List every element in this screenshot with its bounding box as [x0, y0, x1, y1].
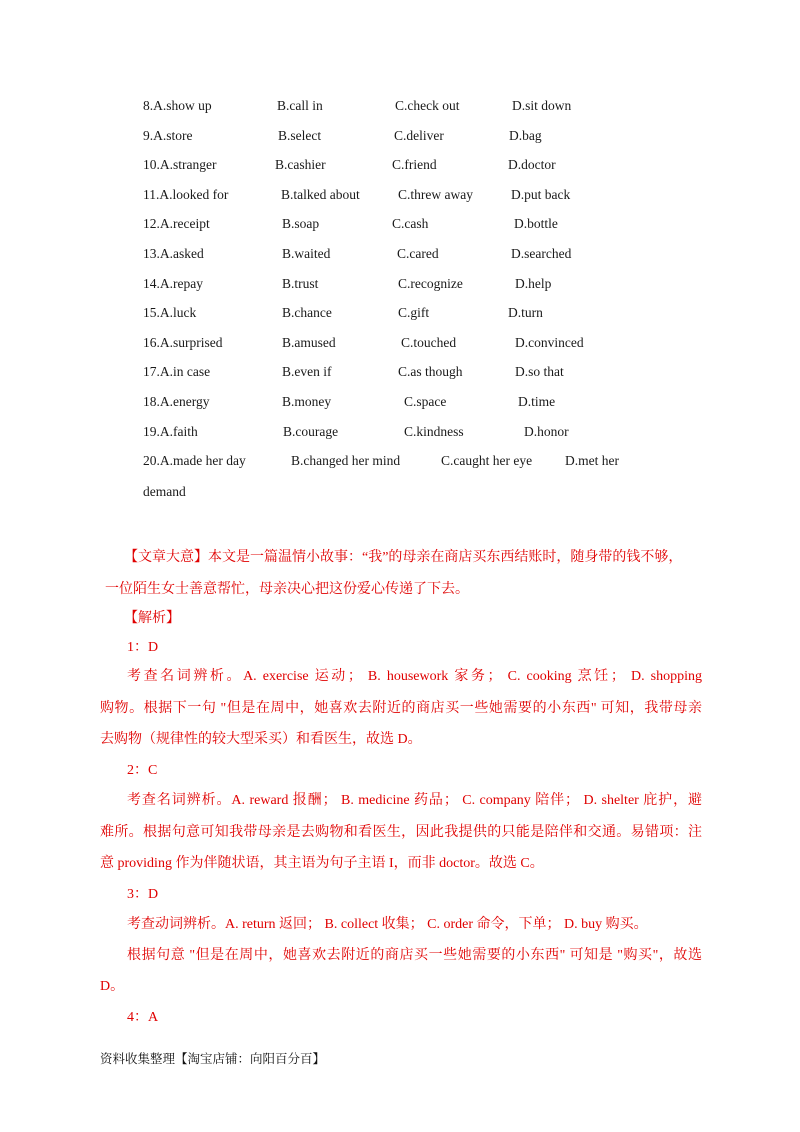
- option-b: B.cashier: [275, 157, 326, 173]
- option-c: C.cared: [397, 246, 439, 261]
- option-row: [0, 424, 800, 446]
- option-d: D.doctor: [508, 157, 556, 173]
- summary-line-1: 【文章大意】本文是一篇温情小故事：“我”的母亲在商店买东西结账时，随身带的钱不够，: [124, 550, 683, 565]
- page-footer: 资料收集整理【淘宝店铺：向阳百分百】: [100, 1052, 326, 1066]
- option-d: D.time: [518, 394, 556, 409]
- option-b: B.even if: [282, 364, 332, 380]
- option-c: C.caught her eye: [441, 453, 533, 469]
- analysis-heading: 【解析】: [124, 611, 180, 626]
- option-d: D.met her: [565, 453, 619, 469]
- answer-3-line-2: 根据句意 "但是在周中，她喜欢去附近的商店买一些她需要的小东西" 可知是 "购买"，故选: [127, 948, 702, 963]
- option-a: 10.A.stranger: [143, 157, 217, 173]
- option-a: 17.A.in case: [143, 364, 211, 380]
- answer-1-label: 1：D: [127, 640, 159, 655]
- option-c: C.space: [404, 394, 447, 409]
- option-b: B.waited: [282, 246, 331, 261]
- option-row: [0, 305, 800, 327]
- option-a: 16.A.surprised: [143, 334, 223, 350]
- option-row: [0, 335, 800, 357]
- option-c: C.cash: [392, 216, 429, 232]
- answer-2-line-1: 考查名词辨析。A. reward 报酬； B. medicine 药品； C. company 陪伴； D. shelter 庇护，避: [127, 793, 702, 808]
- option-c: C.threw away: [398, 186, 473, 202]
- option-c: C.friend: [392, 157, 437, 173]
- option-row: [0, 394, 800, 416]
- answer-1-line-1: 考查名词辨析。A. exercise 运动； B. housework 家务； C. cooking 烹饪； D. shopping: [127, 669, 702, 684]
- option-d: D.help: [515, 275, 552, 291]
- option-row: [0, 453, 800, 475]
- option-a: 20.A.made her day: [143, 453, 246, 469]
- option-b: B.soap: [282, 216, 320, 232]
- option-c: C.recognize: [398, 275, 463, 291]
- option-c: C.deliver: [394, 127, 444, 143]
- option-row: [0, 246, 800, 268]
- option-a: 14.A.repay: [143, 275, 203, 291]
- answer-1-line-2: 购物。根据下一句 "但是在周中，她喜欢去附近的商店买一些她需要的小东西" 可知，我带母亲: [100, 701, 702, 716]
- option-a: 15.A.luck: [143, 305, 197, 321]
- answer-2-line-3: 意 providing 作为伴随状语，其主语为句子主语 I，而非 doctor。故选 C。: [100, 856, 544, 871]
- option-b: B.talked about: [281, 186, 360, 202]
- option-c: C.check out: [395, 98, 460, 113]
- option-d: D.sit down: [512, 98, 572, 113]
- answer-2-label: 2：C: [127, 763, 158, 778]
- option-c: C.as though: [398, 364, 463, 380]
- answer-2-line-2: 难所。根据句意可知我带母亲是去购物和看医生，因此我提供的只能是陪伴和交通。易错项：注: [100, 825, 702, 840]
- option-b: B.chance: [282, 305, 332, 321]
- answer-3-line-1: 考查动词辨析。A. return 返回； B. collect 收集； C. order 命令，下单； D. buy 购买。: [127, 917, 648, 932]
- option-a: 12.A.receipt: [143, 216, 210, 232]
- option-d: D.bag: [509, 127, 542, 143]
- option-d: D.bottle: [514, 216, 558, 232]
- option-d: D.honor: [524, 423, 569, 439]
- option-b: B.select: [278, 127, 322, 143]
- option-row: [0, 98, 800, 120]
- option-b: B.money: [282, 394, 332, 409]
- option-d: D.so that: [515, 364, 564, 380]
- option-c: C.touched: [401, 334, 457, 350]
- option-a: 11.A.looked for: [143, 186, 229, 202]
- option-c: C.kindness: [404, 423, 464, 439]
- option-d: D.turn: [508, 305, 543, 321]
- option-row: [0, 157, 800, 179]
- answer-3-label: 3：D: [127, 887, 159, 902]
- option-d: D.put back: [511, 186, 571, 202]
- option-row: [0, 128, 800, 150]
- answer-3-line-3: D。: [100, 979, 125, 994]
- option-a: 18.A.energy: [143, 394, 210, 409]
- option-c: C.gift: [398, 305, 430, 321]
- option-a: 8.A.show up: [143, 98, 212, 113]
- option-b: B.changed her mind: [291, 453, 401, 469]
- option-b: B.call in: [277, 98, 323, 113]
- option-d: D.searched: [511, 246, 572, 261]
- option-a: 13.A.asked: [143, 246, 204, 261]
- option-row: [0, 364, 800, 386]
- option-b: B.amused: [282, 334, 336, 350]
- answer-1-line-3: 去购物（规律性的较大型采买）和看医生，故选 D。: [100, 732, 422, 747]
- option-b: B.trust: [282, 275, 319, 291]
- answer-4-label: 4：A: [127, 1010, 159, 1025]
- option-b: B.courage: [283, 423, 339, 439]
- option-20-continuation: demand: [143, 484, 186, 499]
- option-a: 19.A.faith: [143, 423, 198, 439]
- option-row: [0, 187, 800, 209]
- option-row: [0, 216, 800, 238]
- option-d: D.convinced: [515, 334, 584, 350]
- option-a: 9.A.store: [143, 127, 193, 143]
- option-row: [0, 276, 800, 298]
- summary-line-2: 一位陌生女士善意帮忙，母亲决心把这份爱心传递了下去。: [105, 582, 469, 597]
